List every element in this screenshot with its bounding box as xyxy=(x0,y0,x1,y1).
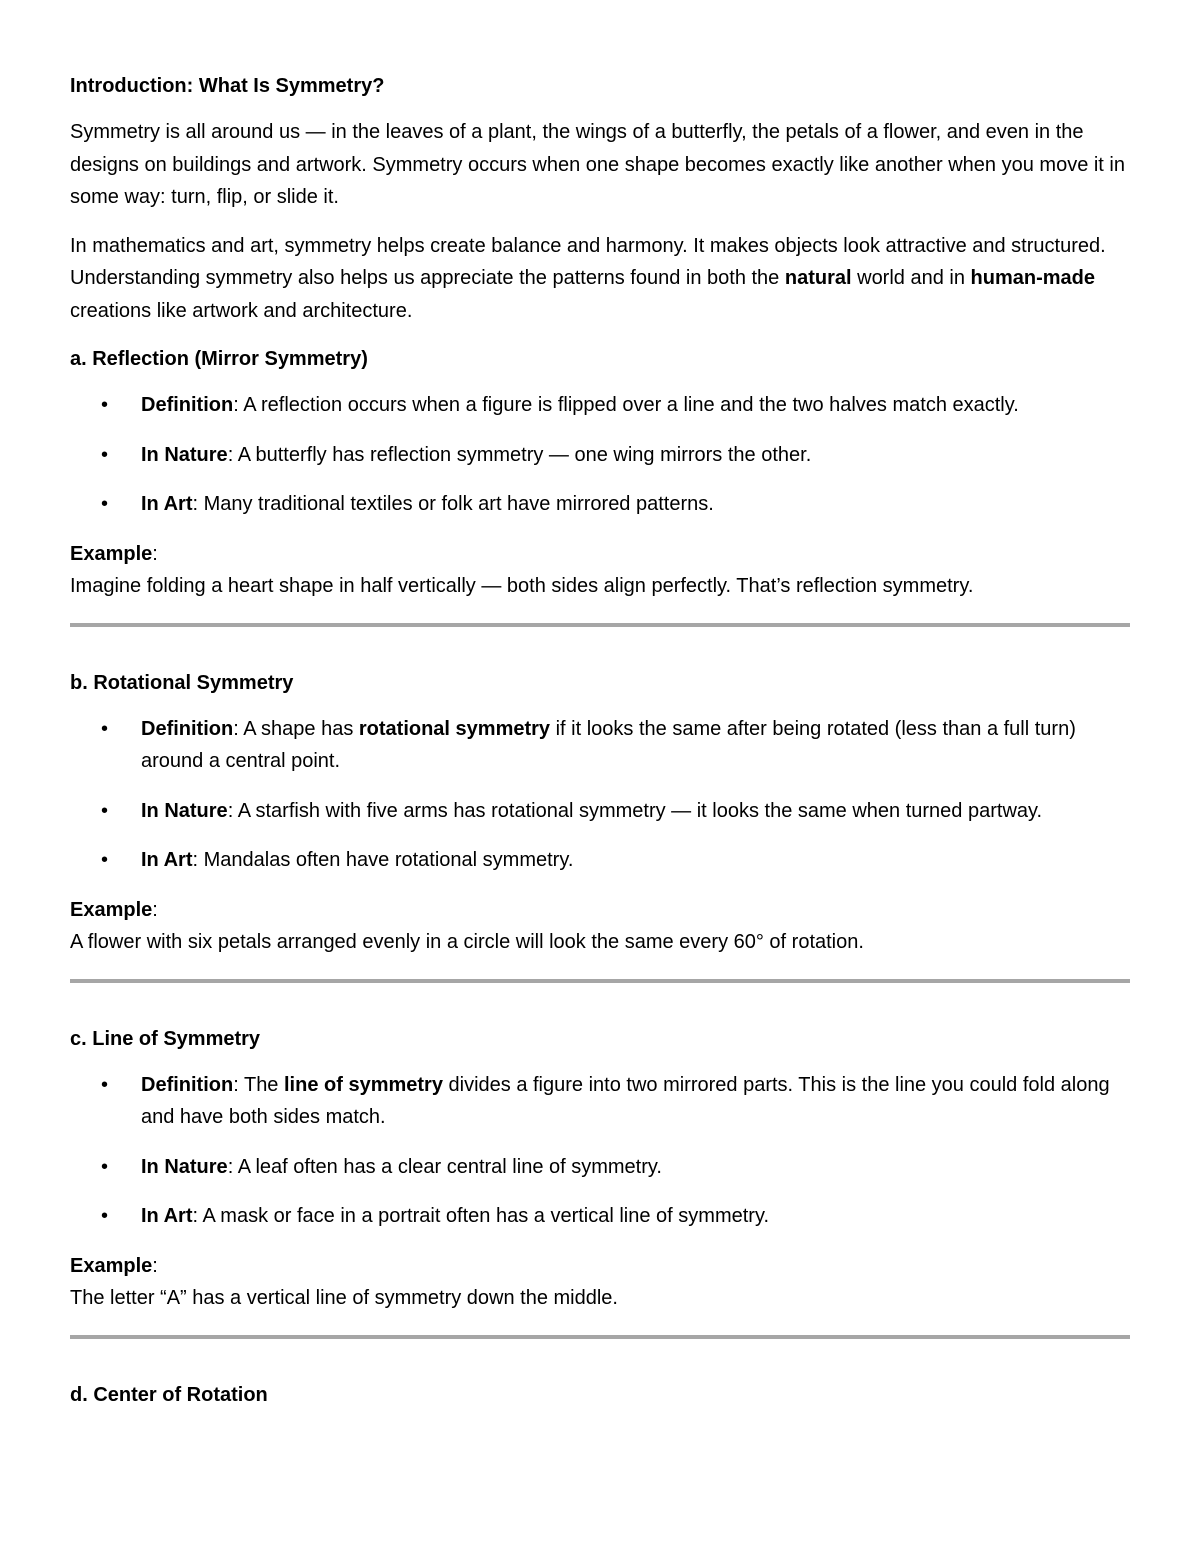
section-b-list xyxy=(70,713,1130,877)
art-text: : A mask or face in a portrait often has a vertical line of symmetry. xyxy=(192,1205,770,1227)
bold-term-human-made: human-made xyxy=(970,267,1095,289)
art-label: In Art xyxy=(141,1205,193,1227)
bold-term-natural: natural xyxy=(784,267,852,289)
list-item xyxy=(70,1151,1130,1184)
nature-text: : A starfish with five arms has rotational symmetry — it looks the same when turned partway. xyxy=(227,799,1043,822)
definition-text: if it looks the same after being rotated (less than a full turn) around a central point. xyxy=(141,717,1076,772)
nature-text: : A leaf often has a clear central line of symmetry. xyxy=(227,1155,662,1178)
bullet-icon: • xyxy=(101,717,109,740)
example-text: Imagine folding a heart shape in half vertically — both sides align perfectly. That’s reflection symmetry. xyxy=(70,575,974,597)
section-c-list xyxy=(70,1069,1130,1233)
bullet-icon: • xyxy=(101,1155,109,1178)
example-label xyxy=(70,1250,1130,1283)
art-label: In Art xyxy=(141,849,193,871)
bullet-icon: • xyxy=(101,1205,109,1227)
example-text: A flower with six petals arranged evenly in a circle will look the same every 60° of rotation. xyxy=(70,931,864,953)
definition-label: Definition xyxy=(141,1073,234,1096)
definition-text: : A reflection occurs when a figure is flipped over a line and the two halves match exactly. xyxy=(233,394,1019,416)
section-a-heading: a. Reflection (Mirror Symmetry) xyxy=(70,348,368,370)
bullet-icon: • xyxy=(101,394,109,416)
intro-paragraph-1: Symmetry is all around us — in the leaves of a plant, the wings of a butterfly, the petals of a flower, and even in the designs on buildings and artwork. Symmetry occurs when one shape becomes exactly like another when you move it in some way: turn, flip, or slide it. xyxy=(70,121,1125,208)
nature-label: In Nature xyxy=(141,1155,228,1178)
intro-paragraph-2 xyxy=(70,230,1130,328)
bold-term-rotational-symmetry: rotational symmetry xyxy=(358,717,551,740)
definition-label: Definition xyxy=(141,394,234,416)
bullet-icon: • xyxy=(101,1073,109,1096)
list-item xyxy=(70,439,1130,472)
bullet-icon: • xyxy=(101,799,109,822)
intro-text: In mathematics and art, symmetry helps create balance and harmony. It makes objects look attractive and structured. Understanding symmetry also helps us appreciate the patterns found in both the xyxy=(70,234,1106,289)
definition-label: Definition xyxy=(141,717,234,740)
section-d-heading: d. Center of Rotation xyxy=(70,1383,268,1406)
bullet-icon: • xyxy=(101,493,109,515)
definition-text: : The xyxy=(233,1073,284,1096)
example-label xyxy=(70,538,1130,571)
example-colon: : xyxy=(152,1254,158,1277)
definition-text: divides a figure into two mirrored parts. This is the line you could fold along and have both sides match. xyxy=(141,1073,1110,1128)
example-text: The letter “A” has a vertical line of symmetry down the middle. xyxy=(70,1287,618,1309)
document-page xyxy=(70,70,1130,1425)
list-item xyxy=(70,1069,1130,1134)
list-item xyxy=(70,1200,1130,1233)
art-text: : Mandalas often have rotational symmetry. xyxy=(192,849,574,871)
horizontal-divider xyxy=(70,1335,1130,1339)
bullet-icon: • xyxy=(101,443,109,466)
example-colon: : xyxy=(152,898,158,921)
nature-text: : A butterfly has reflection symmetry — one wing mirrors the other. xyxy=(227,443,812,466)
example-label-text: Example xyxy=(70,898,153,921)
section-b-heading: b. Rotational Symmetry xyxy=(70,671,294,694)
bullet-icon: • xyxy=(101,849,109,871)
example-label xyxy=(70,894,1130,927)
list-item xyxy=(70,795,1130,828)
example-label-text: Example xyxy=(70,1254,153,1277)
section-a-list xyxy=(70,389,1130,521)
section-c-heading: c. Line of Symmetry xyxy=(70,1027,261,1050)
list-item xyxy=(70,488,1130,521)
list-item xyxy=(70,389,1130,422)
horizontal-divider xyxy=(70,623,1130,627)
art-label: In Art xyxy=(141,493,193,515)
nature-label: In Nature xyxy=(141,443,228,466)
intro-heading: Introduction: What Is Symmetry? xyxy=(70,75,385,97)
art-text: : Many traditional textiles or folk art have mirrored patterns. xyxy=(192,493,714,515)
intro-text: world and in xyxy=(851,267,971,289)
example-label-text: Example xyxy=(70,542,153,565)
intro-text: creations like artwork and architecture. xyxy=(70,299,413,322)
bold-term-line-of-symmetry: line of symmetry xyxy=(284,1073,443,1096)
nature-label: In Nature xyxy=(141,799,228,822)
definition-text: : A shape has xyxy=(233,717,359,740)
list-item xyxy=(70,713,1130,778)
example-colon: : xyxy=(152,542,158,565)
list-item xyxy=(70,844,1130,877)
horizontal-divider xyxy=(70,979,1130,983)
